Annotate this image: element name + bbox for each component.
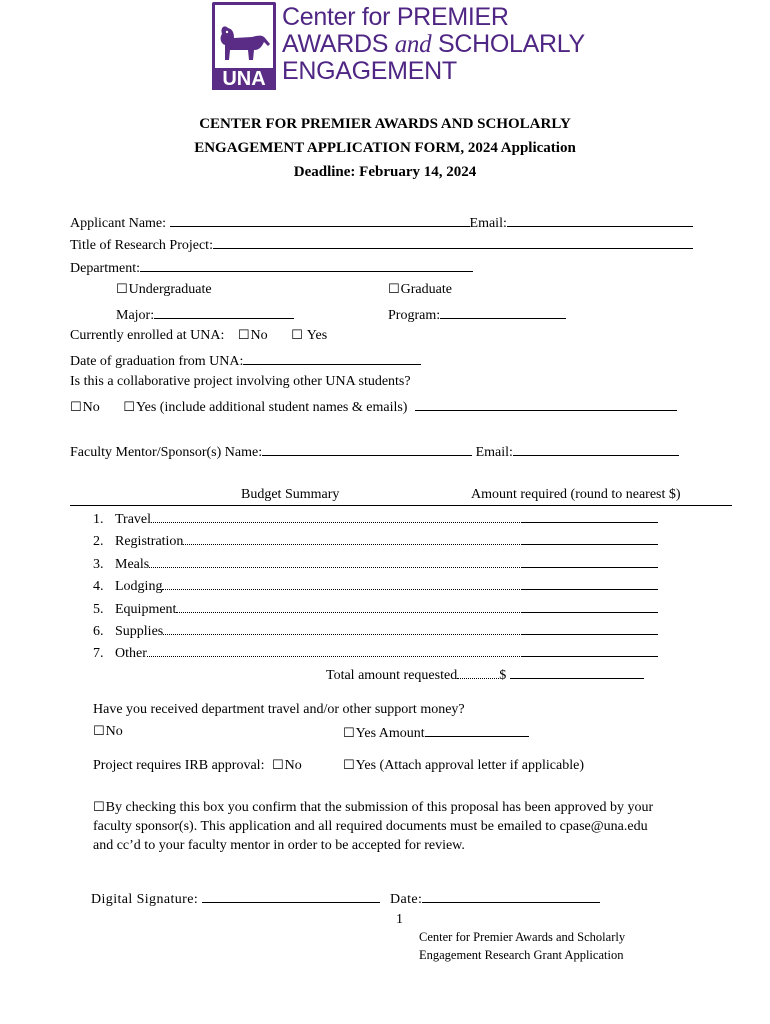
total-row: [326, 666, 644, 684]
irb-no-checkbox[interactable]: [272, 758, 302, 773]
confirm-text-line-3: and cc’d to your faculty mentor in order to be accepted for review.: [93, 838, 465, 853]
budget-item-dots: [183, 534, 522, 545]
faculty-email-label: Email:: [475, 445, 513, 460]
budget-item-label: Equipment: [115, 601, 177, 617]
support-yes-label: Yes Amount: [355, 726, 425, 741]
budget-item-amount-field[interactable]: [522, 577, 658, 590]
budget-item-number: 2.: [93, 534, 104, 550]
budget-item-amount-field[interactable]: [522, 600, 658, 613]
budget-item-registration: [93, 532, 658, 550]
collab-names-field[interactable]: [415, 398, 677, 411]
lion-icon: [218, 20, 272, 66]
budget-item-dots: [147, 646, 522, 657]
logo-text-scholarly: SCHOLARLY: [431, 30, 585, 58]
signature-label: Digital Signature:: [91, 892, 199, 907]
major-field[interactable]: [154, 306, 294, 319]
program-field[interactable]: [440, 306, 566, 319]
graduation-field[interactable]: [243, 352, 421, 365]
support-no-checkbox[interactable]: [93, 724, 123, 740]
budget-item-dots: [163, 624, 522, 635]
logo-text-center-for: Center for: [282, 3, 397, 31]
budget-item-amount-field[interactable]: [522, 555, 658, 568]
budget-item-number: 4.: [93, 579, 104, 595]
budget-item-number: 7.: [93, 646, 104, 662]
major-row: [116, 306, 294, 324]
graduate-label: Graduate: [400, 282, 452, 297]
support-yes-row: [343, 724, 529, 742]
budget-item-label: Supplies: [115, 624, 164, 639]
signature-field[interactable]: [202, 890, 380, 903]
budget-item-other: [93, 644, 658, 662]
budget-item-dots: [176, 602, 522, 613]
confirm-text-line-2: faculty sponsor(s). This application and all required documents must be emailed to cpase@una.edu: [93, 819, 648, 834]
research-title-field[interactable]: [213, 236, 693, 249]
collab-no-label: No: [82, 400, 100, 415]
collab-yes-label: Yes (include additional student names & emails): [135, 400, 408, 415]
logo-text-and: and: [394, 31, 432, 58]
budget-item-number: 1.: [93, 512, 104, 527]
form-title-line-1: CENTER FOR PREMIER AWARDS AND SCHOLARLY: [199, 116, 571, 132]
budget-table-rule: [70, 505, 732, 506]
logo-wordmark: [282, 4, 585, 85]
footer-line-1: Center for Premier Awards and Scholarly: [419, 930, 626, 944]
research-title-row: [70, 236, 693, 254]
deadline-text: Deadline: February 14, 2024: [293, 164, 477, 180]
total-label: Total amount requested: [326, 668, 458, 683]
graduation-label: Date of graduation from UNA:: [70, 354, 244, 369]
budget-header-right: Amount required (round to nearest $): [471, 487, 681, 502]
budget-item-amount-field[interactable]: [522, 510, 658, 523]
applicant-name-row: [70, 214, 693, 232]
enrolled-yes-checkbox[interactable]: [291, 328, 327, 343]
logo-text-engagement: ENGAGEMENT: [282, 57, 457, 85]
faculty-row: [70, 443, 679, 461]
signature-row: [91, 890, 600, 908]
confirm-checkbox[interactable]: [93, 800, 653, 816]
support-yes-checkbox[interactable]: [343, 726, 425, 741]
enrolled-label: Currently enrolled at UNA:: [70, 328, 225, 343]
budget-item-amount-field[interactable]: [522, 644, 658, 657]
total-dots: [457, 668, 499, 679]
budget-item-number: 3.: [93, 556, 104, 572]
budget-item-number: 6.: [93, 624, 104, 639]
una-wordmark: UNA: [212, 68, 276, 90]
total-amount-field[interactable]: [510, 666, 644, 679]
department-field[interactable]: [140, 259, 473, 272]
form-title-line-2: ENGAGEMENT APPLICATION FORM, 2024 Application: [194, 140, 576, 156]
budget-item-dots: [149, 557, 522, 568]
page-number: 1: [396, 912, 403, 927]
irb-yes-checkbox[interactable]: [343, 758, 584, 774]
faculty-name-label: Faculty Mentor/Sponsor(s) Name:: [70, 445, 263, 460]
enrolled-no-label: No: [250, 328, 268, 343]
program-label: Program:: [388, 308, 441, 323]
collab-yes-checkbox[interactable]: [123, 400, 407, 415]
total-dollar: $: [499, 668, 507, 683]
support-no-label: No: [105, 724, 123, 739]
applicant-name-label: Applicant Name:: [70, 216, 167, 231]
applicant-name-field[interactable]: [170, 214, 470, 227]
enrolled-yes-label: Yes: [306, 328, 328, 343]
collab-no-checkbox[interactable]: [70, 400, 100, 415]
date-label: Date:: [389, 892, 423, 907]
irb-no-label: No: [284, 758, 302, 773]
budget-item-travel: [93, 510, 658, 528]
budget-item-lodging: [93, 577, 658, 595]
enrolled-row: [70, 328, 327, 344]
graduation-row: [70, 352, 421, 370]
budget-item-label: Other: [115, 646, 147, 662]
program-row: [388, 306, 566, 324]
budget-item-amount-field[interactable]: [522, 622, 658, 635]
faculty-name-field[interactable]: [262, 443, 472, 456]
department-row: [70, 259, 473, 277]
budget-item-label: Meals: [115, 556, 150, 572]
budget-item-equipment: [93, 600, 658, 618]
support-question: Have you received department travel and/or other support money?: [93, 702, 465, 717]
enrolled-no-checkbox[interactable]: [238, 328, 268, 343]
budget-item-meals: [93, 555, 658, 573]
budget-item-label: Travel: [115, 512, 152, 527]
applicant-email-label: Email:: [469, 216, 507, 231]
cpase-logo: [212, 2, 592, 92]
research-title-label: Title of Research Project:: [70, 238, 213, 253]
budget-item-amount-field[interactable]: [522, 532, 658, 545]
footer-line-2: Engagement Research Grant Application: [419, 948, 624, 962]
budget-item-dots: [151, 512, 522, 523]
support-amount-field[interactable]: [425, 724, 529, 737]
irb-label: Project requires IRB approval:: [93, 758, 265, 773]
applicant-email-field[interactable]: [507, 214, 693, 227]
graduate-checkbox[interactable]: [388, 282, 452, 298]
logo-text-awards: AWARDS: [282, 30, 395, 58]
budget-item-supplies: [93, 622, 658, 640]
department-label: Department:: [70, 261, 140, 276]
budget-item-label: Lodging: [115, 579, 163, 595]
irb-yes-label: Yes (Attach approval letter if applicable): [355, 758, 584, 773]
major-label: Major:: [116, 308, 155, 323]
faculty-email-field[interactable]: [513, 443, 679, 456]
confirm-text-line-1: By checking this box you confirm that the submission of this proposal has been approved by your: [105, 800, 654, 815]
date-field[interactable]: [422, 890, 600, 903]
budget-item-dots: [162, 579, 522, 590]
collab-row: [70, 398, 677, 416]
collab-question: Is this a collaborative project involving other UNA students?: [70, 374, 411, 389]
budget-item-number: 5.: [93, 601, 104, 617]
undergraduate-label: Undergraduate: [128, 282, 212, 297]
undergraduate-checkbox[interactable]: [116, 282, 212, 298]
irb-row: [93, 758, 302, 774]
budget-header-left: Budget Summary: [241, 487, 340, 502]
logo-text-premier: PREMIER: [396, 3, 509, 31]
budget-item-label: Registration: [115, 534, 184, 550]
